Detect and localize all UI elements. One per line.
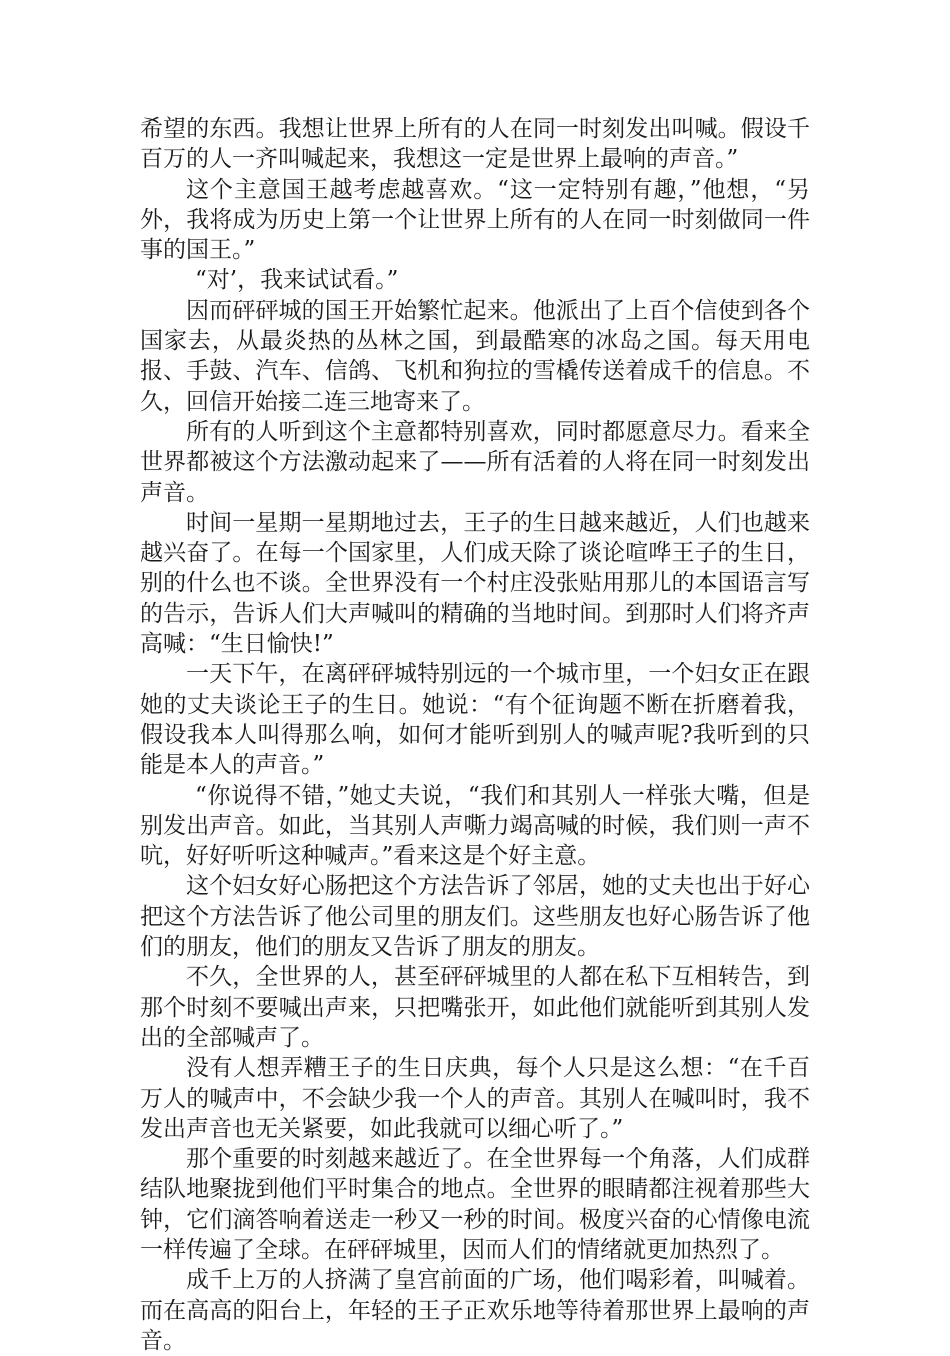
paragraph: 没有人想弄糟王子的生日庆典，每个人只是这么想：“在千百万人的喊声中，不会缺少我一个人的声音。其别人在喊叫时，我不发出声音也无关紧要，如此我就可以细心听了。” (140, 1055, 810, 1142)
paragraph: 因而砰砰城的国王开始繁忙起来。他派出了上百个信使到各个国家去，从最炎热的丛林之国，到最酷寒的冰岛之国。每天用电报、手鼓、汽车、信鸽、飞机和狗拉的雪橇传送着成千的信息。不久，回信开始接二连三地寄来了。 (140, 297, 810, 415)
paragraph: 成千上万的人挤满了皇宫前面的广场，他们喝彩着，叫喊着。而在高高的阳台上，年轻的王子正欢乐地等待着那世界上最响的声音。 (140, 1267, 810, 1354)
paragraph: 那个重要的时刻越来越近了。在全世界每一个角落，人们成群结队地聚拢到他们平时集合的地点。全世界的眼睛都注视着那些大钟，它们滴答响着送走一秒又一秒的时间。极度兴奋的心情像电流一样传遍了全球。在砰砰城里，因而人们的情绪就更加热烈了。 (140, 1146, 810, 1263)
paragraph: 希望的东西。我想让世界上所有的人在同一时刻发出叫喊。假设千百万的人一齐叫喊起来，我想这一定是世界上最响的声音。” (140, 116, 810, 173)
paragraph: 不久，全世界的人，甚至砰砰城里的人都在私下互相转告，到那个时刻不要喊出声来，只把嘴张开，如此他们就能听到其别人发出的全部喊声了。 (140, 964, 810, 1051)
paragraph: 一天下午，在离砰砰城特别远的一个城市里，一个妇女正在跟她的丈夫谈论王子的生日。她说：“有个征询题不断在折磨着我，假设我本人叫得那么响，如何才能听到别人的喊声呢?我听到的只能是本人的声音。” (140, 661, 810, 779)
body-text (140, 114, 810, 1356)
paragraph: 这个妇女好心肠把这个方法告诉了邻居，她的丈夫也出于好心把这个方法告诉了他公司里的朋友们。这些朋友也好心肠告诉了他们的朋友，他们的朋友又告诉了朋友的朋友。 (140, 873, 810, 961)
paragraph: 时间一星期一星期地过去，王子的生日越来越近，人们也越来越兴奋了。在每一个国家里，人们成天除了谈论喧哗王子的生日，别的什么也不谈。全世界没有一个村庄没张贴用那儿的本国语言写的告示，告诉人们大声喊叫的精确的当地时间。到那时人们将齐声高喊：“生日愉快!” (140, 509, 810, 658)
paragraph: 所有的人听到这个主意都特别喜欢，同时都愿意尽力。看来全世界都被这个方法激动起来了——所有活着的人将在同一时刻发出声音。 (140, 418, 810, 506)
paragraph: “你说得不错，”她丈夫说，“我们和其别人一样张大嘴，但是别发出声音。如此，当其别人声嘶力竭高喊的时候，我们则一声不吭，好好听听这种喊声。”看来这是个好主意。 (140, 782, 810, 870)
paragraph: 这个主意国王越考虑越喜欢。“这一定特别有趣，”他想，“另外，我将成为历史上第一个让世界上所有的人在同一时刻做同一件事的国王。” (140, 176, 810, 264)
paragraph: “对’，我来试试看。” (195, 267, 399, 294)
